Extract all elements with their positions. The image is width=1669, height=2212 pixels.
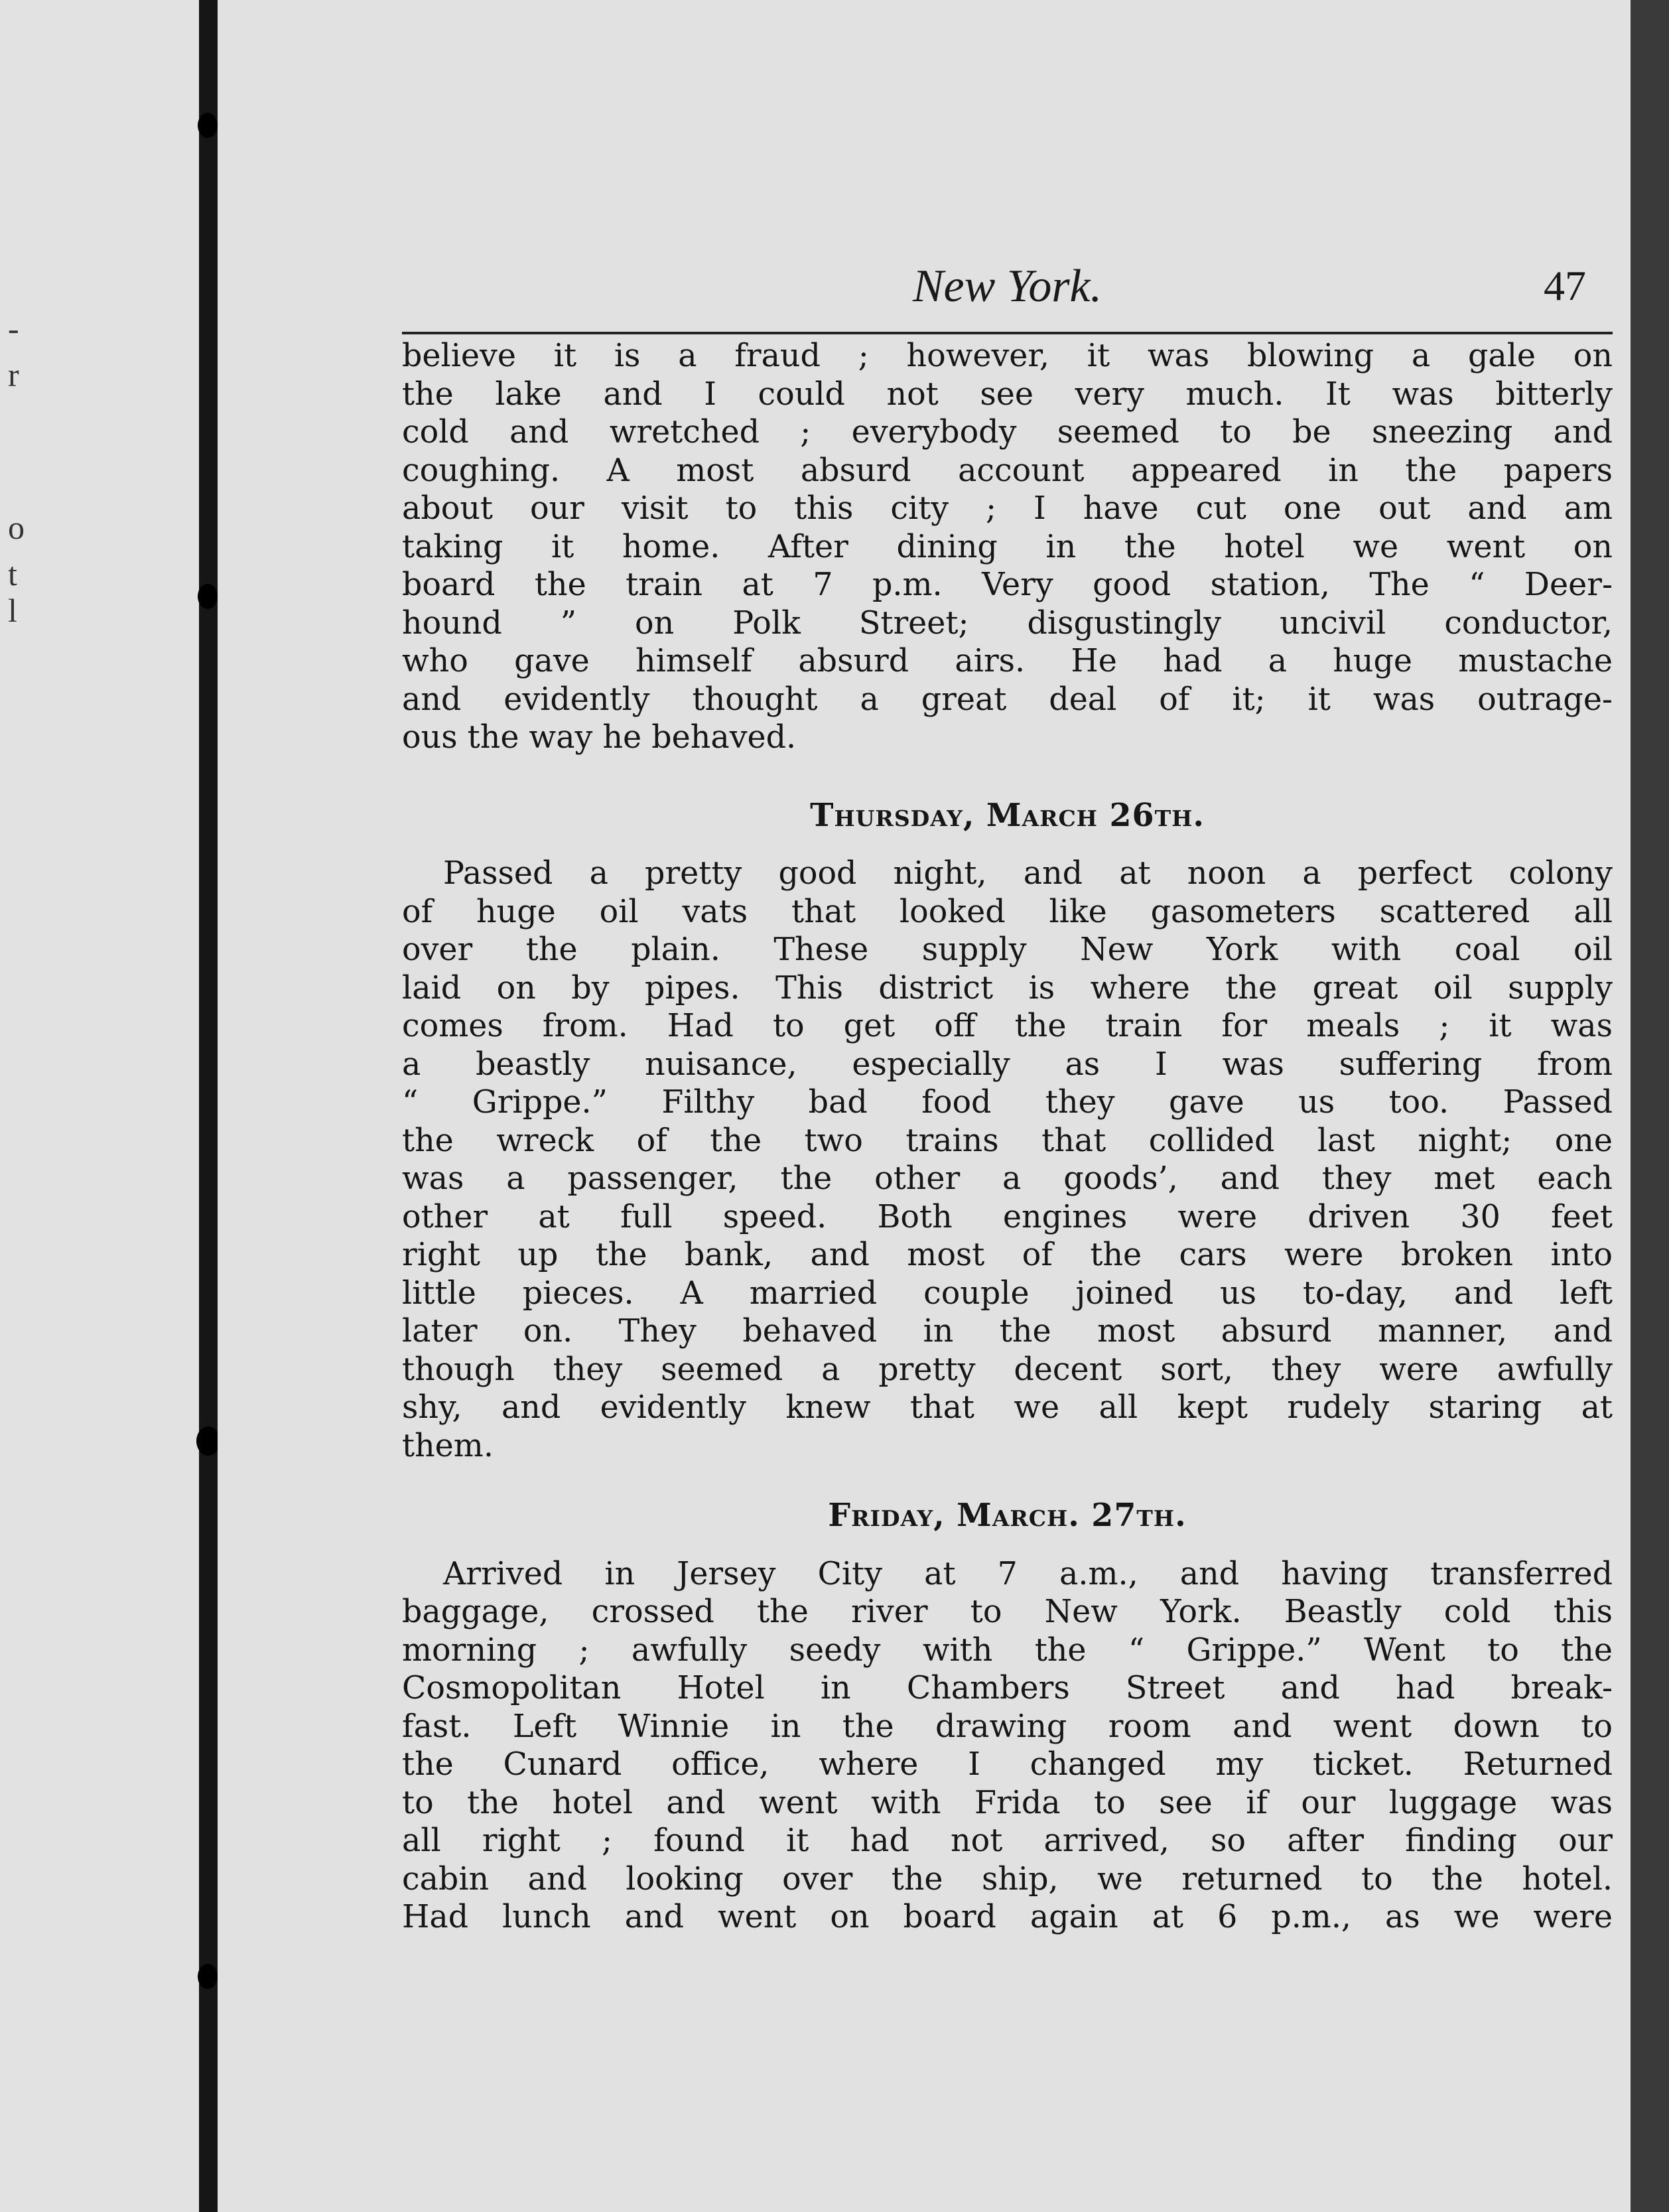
text-line: Cosmopolitan Hotel in Chambers Street and had break-: [402, 1670, 1613, 1706]
text-line: Arrived in Jersey City at 7 a.m., and having transferred: [443, 1555, 1613, 1592]
text-line: of huge oil vats that looked like gasometers scattered all: [402, 893, 1613, 930]
text-line: “ Grippe.” Filthy bad food they gave us too. Passed: [402, 1084, 1613, 1121]
text-line: comes from. Had to get off the train for meals ; it was: [402, 1008, 1613, 1044]
text-line: little pieces. A married couple joined us to-day, and left: [402, 1275, 1613, 1312]
margin-fragment: r: [8, 356, 19, 393]
book-gutter: [199, 0, 218, 2212]
entry-paragraph: [402, 337, 1613, 757]
binding-stitch: [198, 584, 218, 609]
text-line: shy, and evidently knew that we all kept rudely staring at: [402, 1389, 1613, 1426]
body-text: [402, 337, 1613, 1937]
text-line: was a passenger, the other a goods’, and they met each: [402, 1160, 1613, 1197]
page-header: [402, 259, 1613, 334]
text-line: who gave himself absurd airs. He had a huge mustache: [402, 643, 1613, 679]
text-line: them.: [402, 1427, 494, 1464]
text-line: right up the bank, and most of the cars were broken into: [402, 1237, 1613, 1273]
text-line: taking it home. After dining in the hotel we went on: [402, 528, 1613, 565]
text-line: hound ” on Polk Street; disgustingly uncivil conductor,: [402, 604, 1613, 642]
entry-paragraph: [402, 855, 1613, 1465]
text-line: the lake and I could not see very much. It was bitterly: [402, 376, 1613, 413]
text-line: baggage, crossed the river to New York. Beastly cold this: [402, 1594, 1613, 1630]
binding-stitch: [196, 1426, 220, 1456]
facing-page-text-fragments: [0, 0, 40, 2212]
text-line: though they seemed a pretty decent sort, they were awfully: [402, 1351, 1613, 1388]
text-line: to the hotel and went with Frida to see if our luggage was: [402, 1784, 1613, 1821]
margin-fragment: t: [8, 555, 17, 592]
text-line: about our visit to this city ; I have cut one out and am: [402, 490, 1613, 527]
text-line: all right ; found it had not arrived, so after finding our: [402, 1823, 1613, 1859]
text-line: ous the way he behaved.: [402, 719, 797, 756]
binding-stitch: [198, 1964, 218, 1989]
entry-paragraph: [402, 1555, 1613, 1937]
facing-page-edge: [0, 0, 199, 2212]
text-line: fast. Left Winnie in the drawing room and went down to: [402, 1708, 1613, 1745]
text-line: laid on by pipes. This district is where the great oil supply: [402, 969, 1613, 1006]
running-head: New York.: [912, 261, 1102, 312]
text-line: and evidently thought a great deal of it; it was outrage-: [402, 681, 1613, 718]
text-line: board the train at 7 p.m. Very good station, The “ Deer-: [402, 567, 1613, 603]
margin-fragment: o: [8, 509, 25, 546]
text-line: coughing. A most absurd account appeared in the papers: [402, 452, 1613, 489]
text-line: a beastly nuisance, especially as I was suffering from: [402, 1046, 1613, 1083]
text-line: later on. They behaved in the most absurd manner, and: [402, 1313, 1613, 1349]
text-line: morning ; awfully seedy with the “ Grippe.” Went to the: [402, 1631, 1613, 1669]
text-line: believe it is a fraud ; however, it was blowing a gale on: [402, 338, 1613, 374]
text-line: the Cunard office, where I changed my ticket. Returned: [402, 1746, 1613, 1783]
text-line: cabin and looking over the ship, we returned to the hotel.: [402, 1860, 1613, 1898]
text-line: over the plain. These supply New York with coal oil: [402, 932, 1613, 968]
margin-fragment: -: [8, 310, 19, 347]
text-line: Had lunch and went on board again at 6 p.m., as we were: [402, 1899, 1613, 1935]
text-line: cold and wretched ; everybody seemed to be sneezing and: [402, 414, 1613, 450]
binding-stitch: [198, 113, 218, 138]
margin-fragment: l: [8, 592, 17, 629]
book-page: [218, 0, 1631, 2212]
page-number: 47: [1544, 262, 1586, 309]
date-heading-thursday: Thursday, March 26th.: [810, 796, 1205, 834]
text-line: the wreck of the two trains that collided last night; one: [402, 1122, 1613, 1159]
page-edge-shadow: [1631, 0, 1669, 2212]
text-line: Passed a pretty good night, and at noon a perfect colony: [443, 855, 1613, 892]
text-line: other at full speed. Both engines were driven 30 feet: [402, 1198, 1613, 1235]
date-heading-friday: Friday, March. 27th.: [828, 1497, 1187, 1534]
